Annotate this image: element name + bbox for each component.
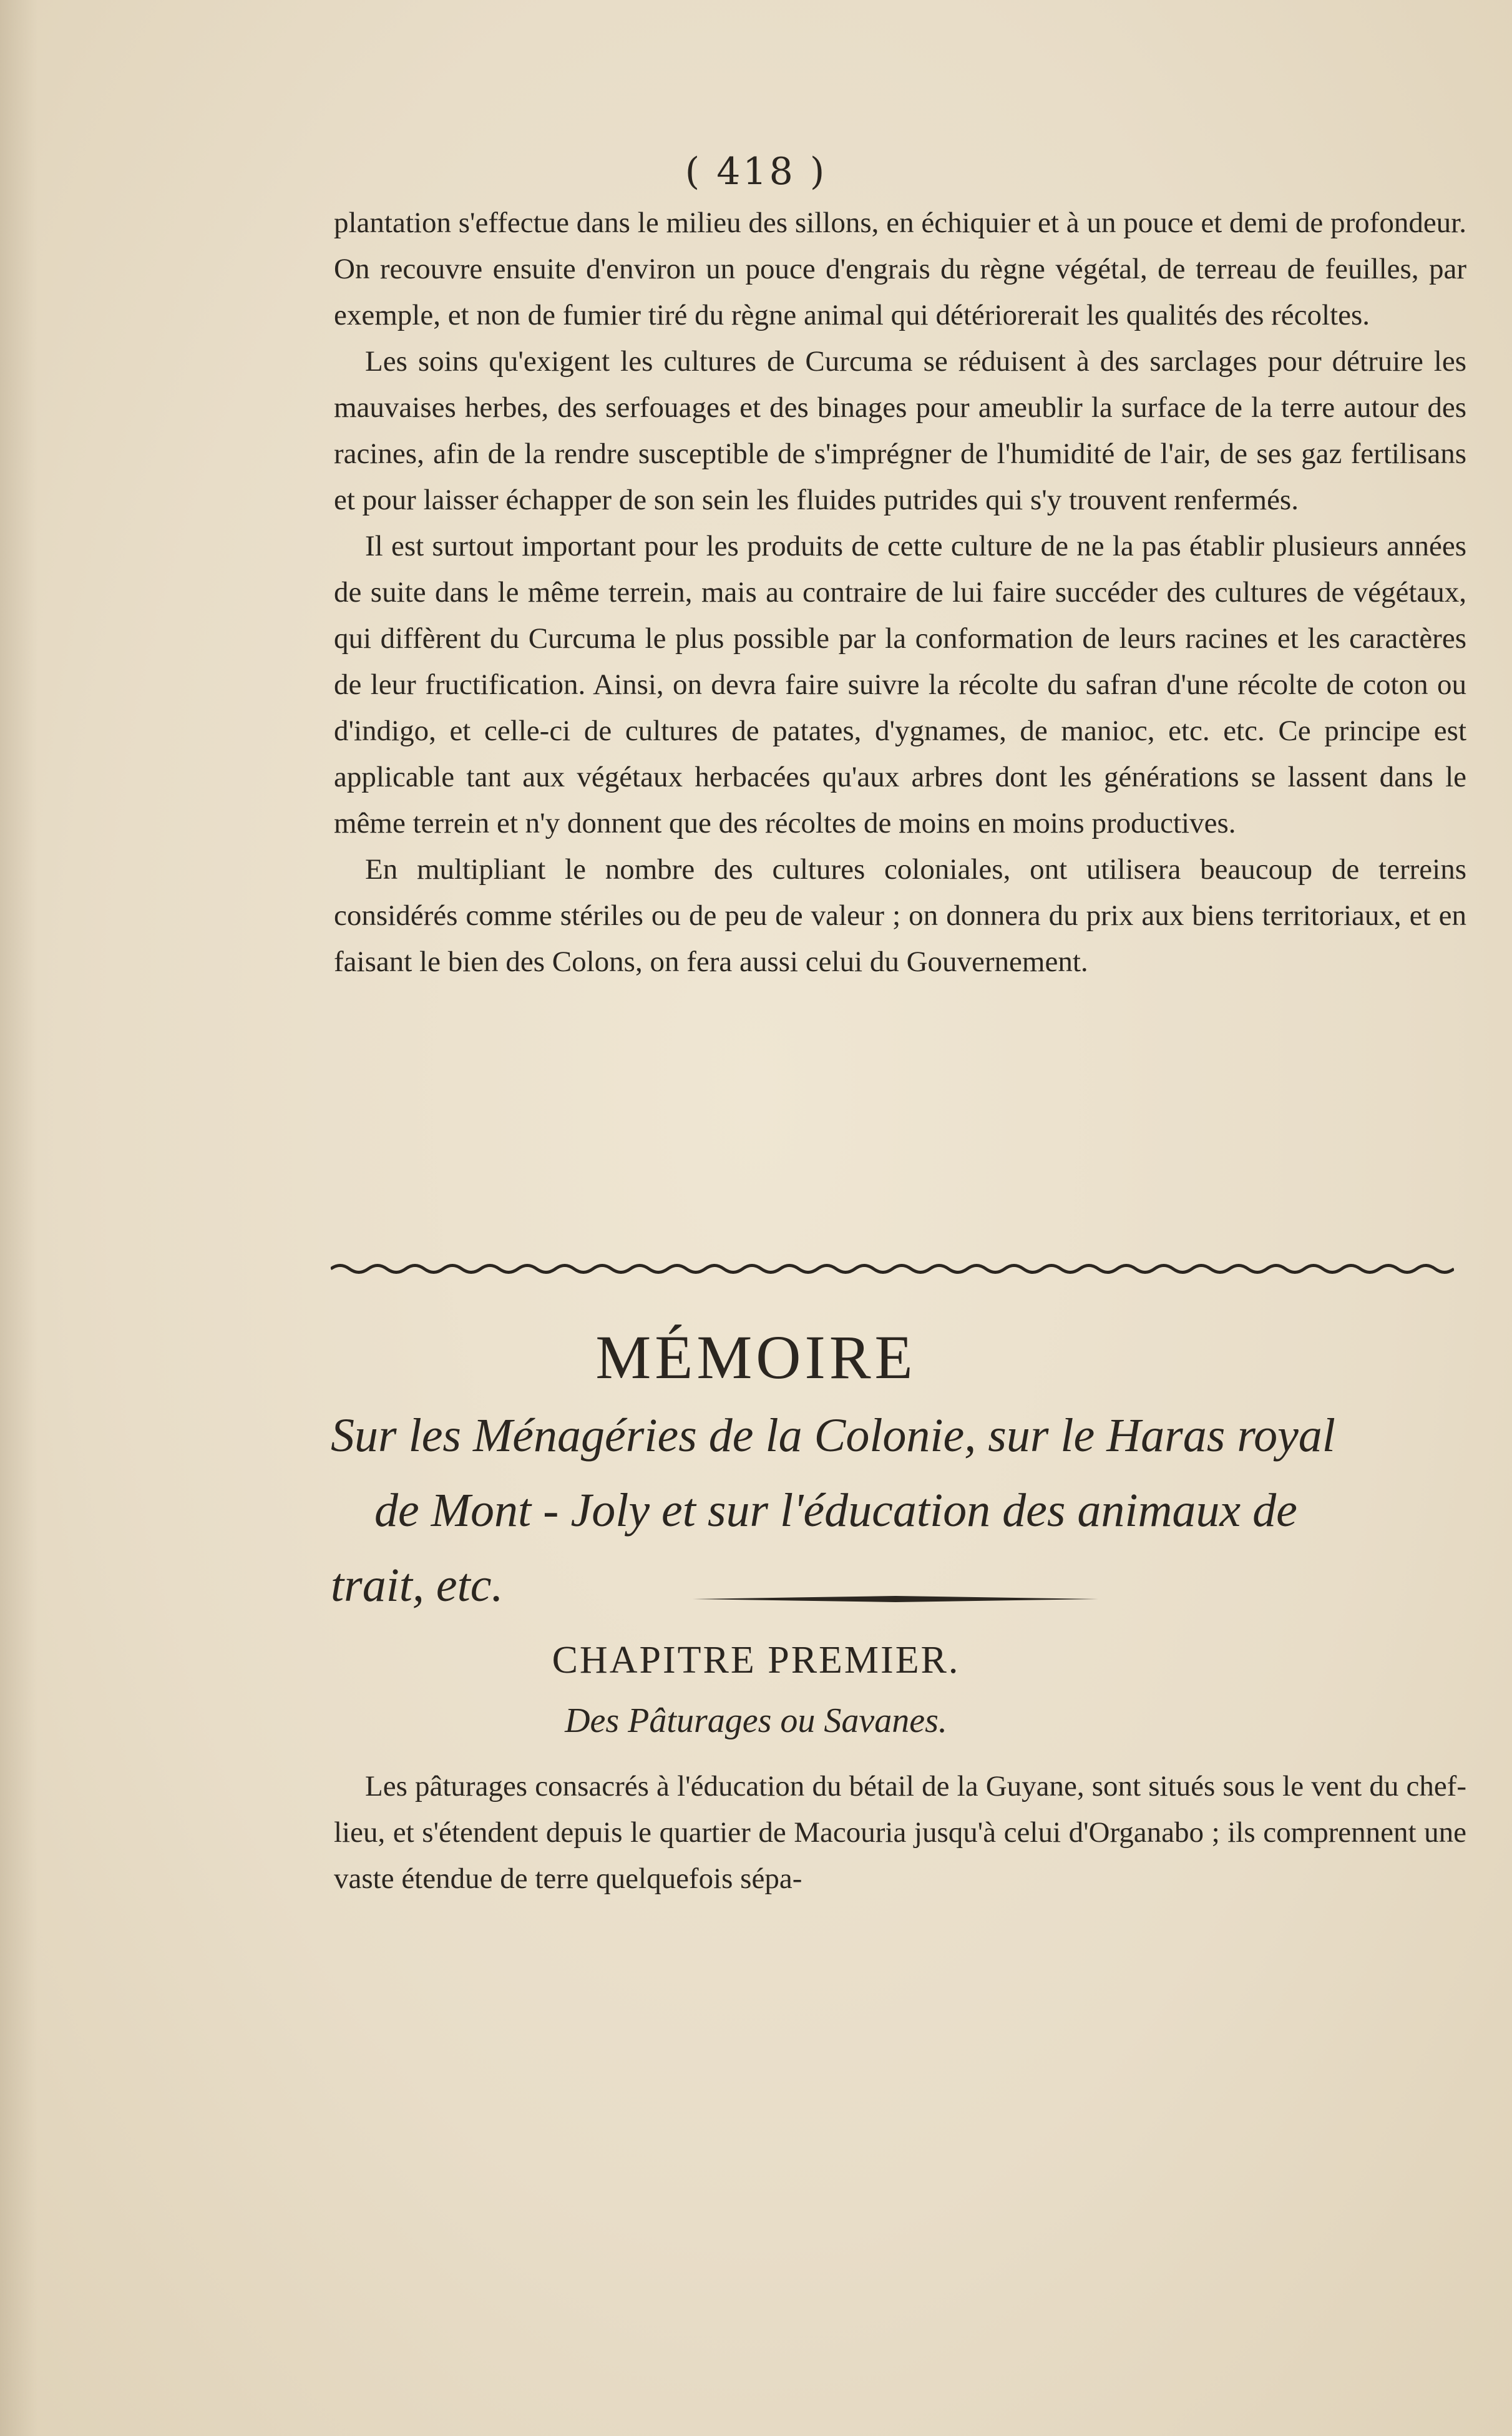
memoire-title: MÉMOIRE <box>595 1323 917 1392</box>
chapter-title: CHAPITRE PREMIER. <box>552 1639 960 1681</box>
top-text-block <box>334 200 1466 985</box>
subtitle-line-3: trait, etc. <box>331 1559 504 1612</box>
chapter-subtitle: Des Pâturages ou Savanes. <box>565 1701 947 1740</box>
subtitle-line-2: de Mont - Joly et sur l'éducation des animaux de <box>374 1484 1297 1537</box>
paragraph-1: plantation s'effectue dans le milieu des sillons, en échiquier et à un pouce et demi de profondeur. On recouvre ensuite d'environ un pouce d'engrais du règne végétal, de terreau de feuilles, par exemple, et non de fumier tiré du règne animal qui détériorerait les qualités des récoltes. <box>334 207 1466 331</box>
paragraph-3: Il est surtout important pour les produits de cette culture de ne la pas établir plusieurs années de suite dans le même terrein, mais au contraire de lui faire succéder des cultures de végétaux, qui diffèrent du Curcuma le plus possible par la conformation de leurs racines et les caractères de leur fructification. Ainsi, on devra faire suivre la récolte du safran d'une récolte de coton ou d'indigo, et celle-ci de cultures de patates, d'ygnames, de manioc, etc. etc. Ce principe est applicable tant aux végétaux herbacées qu'aux arbres dont les générations se lassent dans le même terrein et n'y donnent que des récoltes de moins en moins productives. <box>334 530 1466 839</box>
paragraph-4: En multipliant le nombre des cultures coloniales, ont utilisera beaucoup de terreins considérés comme stériles ou de peu de valeur ; on donnera du prix aux biens territoriaux, et en faisant le bien des Colons, on fera aussi celui du Gouvernement. <box>334 853 1466 978</box>
paragraph-2: Les soins qu'exigent les cultures de Curcuma se réduisent à des sarclages pour détruire les mauvaises herbes, des serfouages et des binages pour ameublir la surface de la terre autour des racines, afin de la rendre susceptible de s'imprégner de l'humidité de l'air, de ses gaz fertilisans et pour laisser échapper de son sein les fluides putrides qui s'y trouvent renfermés. <box>334 345 1466 516</box>
paragraph-5: Les pâturages consacrés à l'éducation du bétail de la Guyane, sont situés sous le vent du chef-lieu, et s'étendent depuis le quartier de Macouria jusqu'à celui d'Organabo ; ils comprennent une vaste étendue de terre quelquefois sépa- <box>334 1770 1466 1895</box>
memoire-subtitle <box>331 1398 1466 1623</box>
page-number: ( 418 ) <box>685 150 827 193</box>
page-edge-shadow <box>0 0 37 2436</box>
bottom-text-block <box>334 1763 1466 1902</box>
ornamental-wavy-rule <box>331 1262 1454 1276</box>
subtitle-line-1: Sur les Ménagéries de la Colonie, sur le Haras royal <box>331 1409 1335 1462</box>
center-divider-rule <box>693 1595 1098 1603</box>
